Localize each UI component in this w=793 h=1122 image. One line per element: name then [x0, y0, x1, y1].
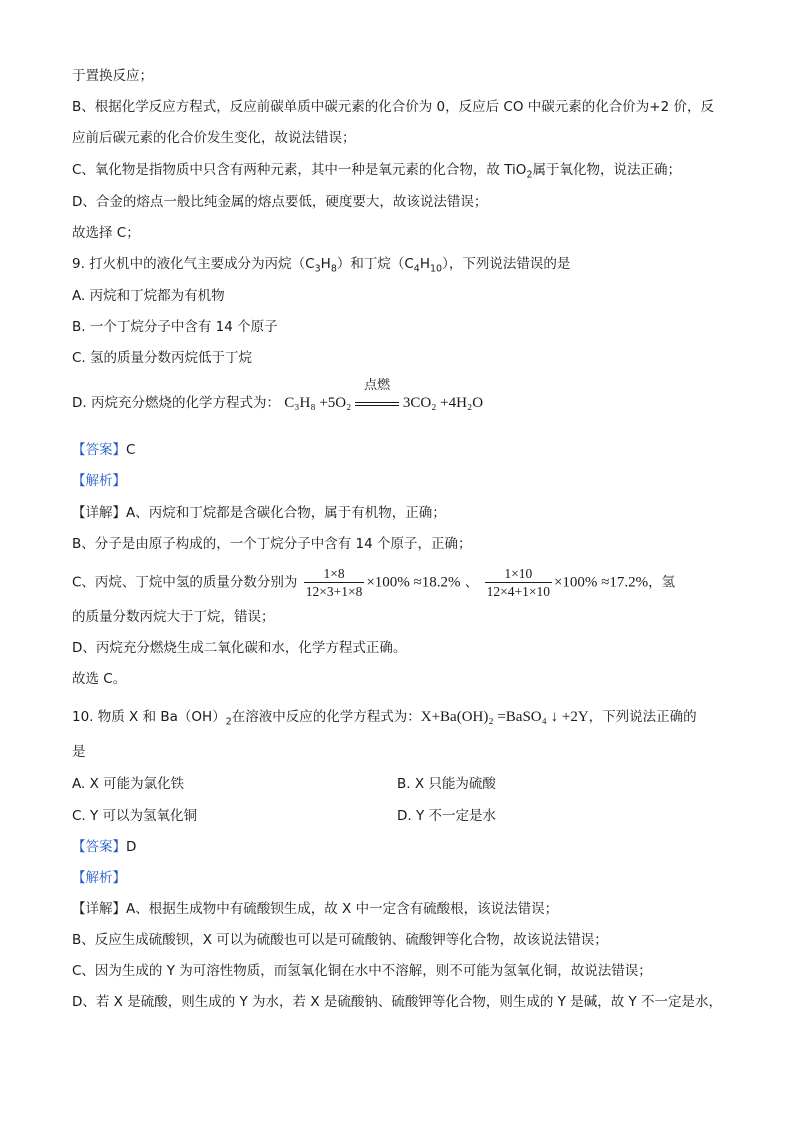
- detail-line: D、丙烷充分燃烧生成二氧化碳和水，化学方程式正确。: [72, 640, 407, 656]
- question-stem: 10. 物质 X 和 $Ba(OH)_2$在溶液中反应的化学方程式为：X+Ba(OH)₂ =BaSO₄ ↓ +2Y，下列说法正确的: [72, 709, 697, 728]
- prev-text-line: D、合金的熔点一般比纯金属的熔点要低，硬度要大，故该说法错误；: [72, 194, 488, 210]
- question-stem-cont: 是: [72, 744, 86, 760]
- detail-line: D、若 X 是硫酸，则生成的 Y 为水，若 X 是硫酸钠、硫酸钾等化合物，则生成的 Y 是碱，故 Y 不一定是水，: [72, 994, 723, 1010]
- prev-text-line: 应前后碳元素的化合价发生变化，故说法错误；: [72, 130, 356, 146]
- reaction-equation: X+Ba(OH)₂ =BaSO₄ ↓ +2Y: [420, 709, 589, 725]
- detail-line-fractions: C、丙烷、丁烷中氢的质量分数分别为 $\frac{1\times 8}{12\times 3+1\times 8}$ ×100% ≈18.2% 、 $\frac{1\times 10}{12\times 4+1\times 10}$ ×100% ≈17.2%，氢: [72, 566, 676, 599]
- option-row: [72, 774, 722, 794]
- combustion-equation: C₃H₈ +5O₂ 点燃 3CO₂ +4H₂O: [284, 378, 484, 411]
- option-c: C. Y 可以为氢氧化铜: [72, 808, 198, 824]
- option-b: B. 一个丁烷分子中含有 14 个原子: [72, 319, 278, 335]
- detail-line: B、分子是由原子构成的，一个丁烷分子中含有 14 个原子，正确；: [72, 536, 472, 552]
- answer-tag: 【答案】: [72, 839, 126, 855]
- prev-text-line: C、氧化物是指物质中只含有两种元素，其中一种是氧元素的化合物，故 TiO$_2$属于氧化物，说法正确；: [72, 162, 681, 181]
- option-a: A. X 可能为氯化铁: [72, 776, 185, 792]
- prev-text-line: 于置换反应；: [72, 68, 153, 84]
- analysis-tag: 【解析】: [72, 473, 126, 489]
- detail-line: 的质量分数丙烷大于丁烷，错误；: [72, 609, 275, 625]
- option-row: [72, 806, 722, 826]
- fraction-butane: $\frac{1\times 10}{12\times 4+1\times 10}$: [486, 566, 550, 599]
- detail-line: B、反应生成硫酸钡，X 可以为硫酸也可以是可硫酸钠、硫酸钾等化合物，故该说法错误；: [72, 932, 608, 948]
- option-a: A. 丙烷和丁烷都为有机物: [72, 288, 225, 304]
- detail-line: 【详解】A、丙烷和丁烷都是含碳化合物，属于有机物，正确；: [72, 505, 446, 521]
- prev-text-line: B、根据化学反应方程式，反应前碳单质中碳元素的化合价为 0，反应后 CO 中碳元素的化合价为+2 价，反: [72, 99, 714, 115]
- question-stem: 9. 打火机中的液化气主要成分为丙烷$(C_3H_8)$和丁烷$(C_4H_{10})$，下列说法错误的是: [72, 256, 571, 275]
- answer-line: 【答案】D: [72, 839, 137, 855]
- detail-line: 【详解】A、根据生成物中有硫酸钡生成，故 X 中一定含有硫酸根，该说法错误；: [72, 901, 559, 917]
- analysis-tag: 【解析】: [72, 870, 126, 886]
- option-b: B. X 只能为硫酸: [397, 776, 496, 792]
- detail-line: C、因为生成的 Y 为可溶性物质，而氢氧化铜在水中不溶解，则不可能为氢氧化铜，故说法错误；: [72, 963, 652, 979]
- detail-tag: 【详解】: [72, 901, 126, 917]
- answer-tag: 【答案】: [72, 442, 126, 458]
- fraction-propane: $\frac{1\times 8}{12\times 3+1\times 8}$: [305, 566, 363, 599]
- option-c: C. 氢的质量分数丙烷低于丁烷: [72, 350, 253, 366]
- option-d: D. 丙烷充分燃烧的化学方程式为： C₃H₈ +5O₂ 点燃 3CO₂ +4H₂O: [72, 378, 484, 411]
- option-d: D. Y 不一定是水: [397, 808, 497, 824]
- conclusion-line: 故选 C。: [72, 671, 127, 687]
- detail-tag: 【详解】: [72, 505, 126, 521]
- prev-text-line: 故选择 C；: [72, 225, 140, 241]
- answer-line: 【答案】C: [72, 442, 136, 458]
